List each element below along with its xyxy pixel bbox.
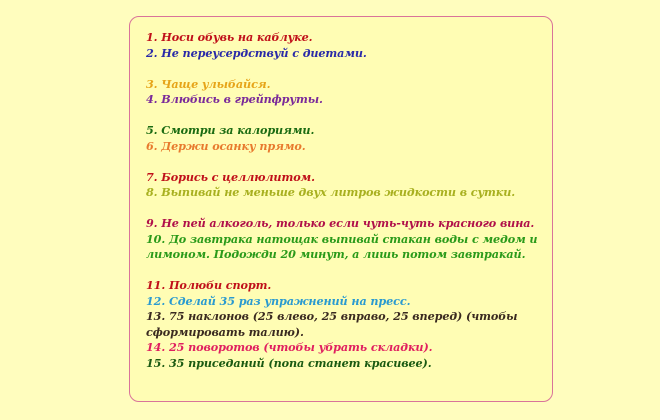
tips-card: [129, 16, 553, 402]
tip-item-9: 9. Не пей алкоголь, только если чуть-чуть красного вина.: [146, 216, 535, 230]
tip-item-15: 15. 35 приседаний (попа станет красивее).: [146, 355, 432, 370]
tip-item-3: 3. Чаще улыбайся.: [146, 76, 271, 91]
tip-item-4: 4. Влюбись в грейпфруты.: [146, 92, 323, 106]
tip-item-11: 11. Полюби спорт.: [146, 278, 272, 292]
tip-item-14: 14. 25 поворотов (чтобы убрать складки).: [146, 340, 433, 354]
tips-list: [146, 30, 544, 371]
tip-item-10: 10. До завтрака натощак выпивай стакан воды с медом и лимоном. Подожди 20 минут, а лишь потом завтракай.: [146, 231, 538, 261]
tip-item-8: 8. Выпивай не меньше двух литров жидкости в сутки.: [146, 185, 516, 199]
tip-item-7: 7. Борись с целлюлитом.: [146, 169, 315, 184]
tip-item-13: 13. 75 наклонов (25 влево, 25 вправо, 25 вперед) (чтобы сформировать талию).: [146, 309, 518, 339]
tip-item-6: 6. Держи осанку прямо.: [146, 138, 306, 153]
tip-item-5: 5. Смотри за калориями.: [146, 123, 315, 137]
tip-item-2: 2. Не переусердствуй с диетами.: [146, 45, 367, 60]
tip-item-12: 12. Сделай 35 раз упражнений на пресс.: [146, 293, 411, 308]
tip-item-1: 1. Носи обувь на каблуке.: [146, 30, 313, 44]
